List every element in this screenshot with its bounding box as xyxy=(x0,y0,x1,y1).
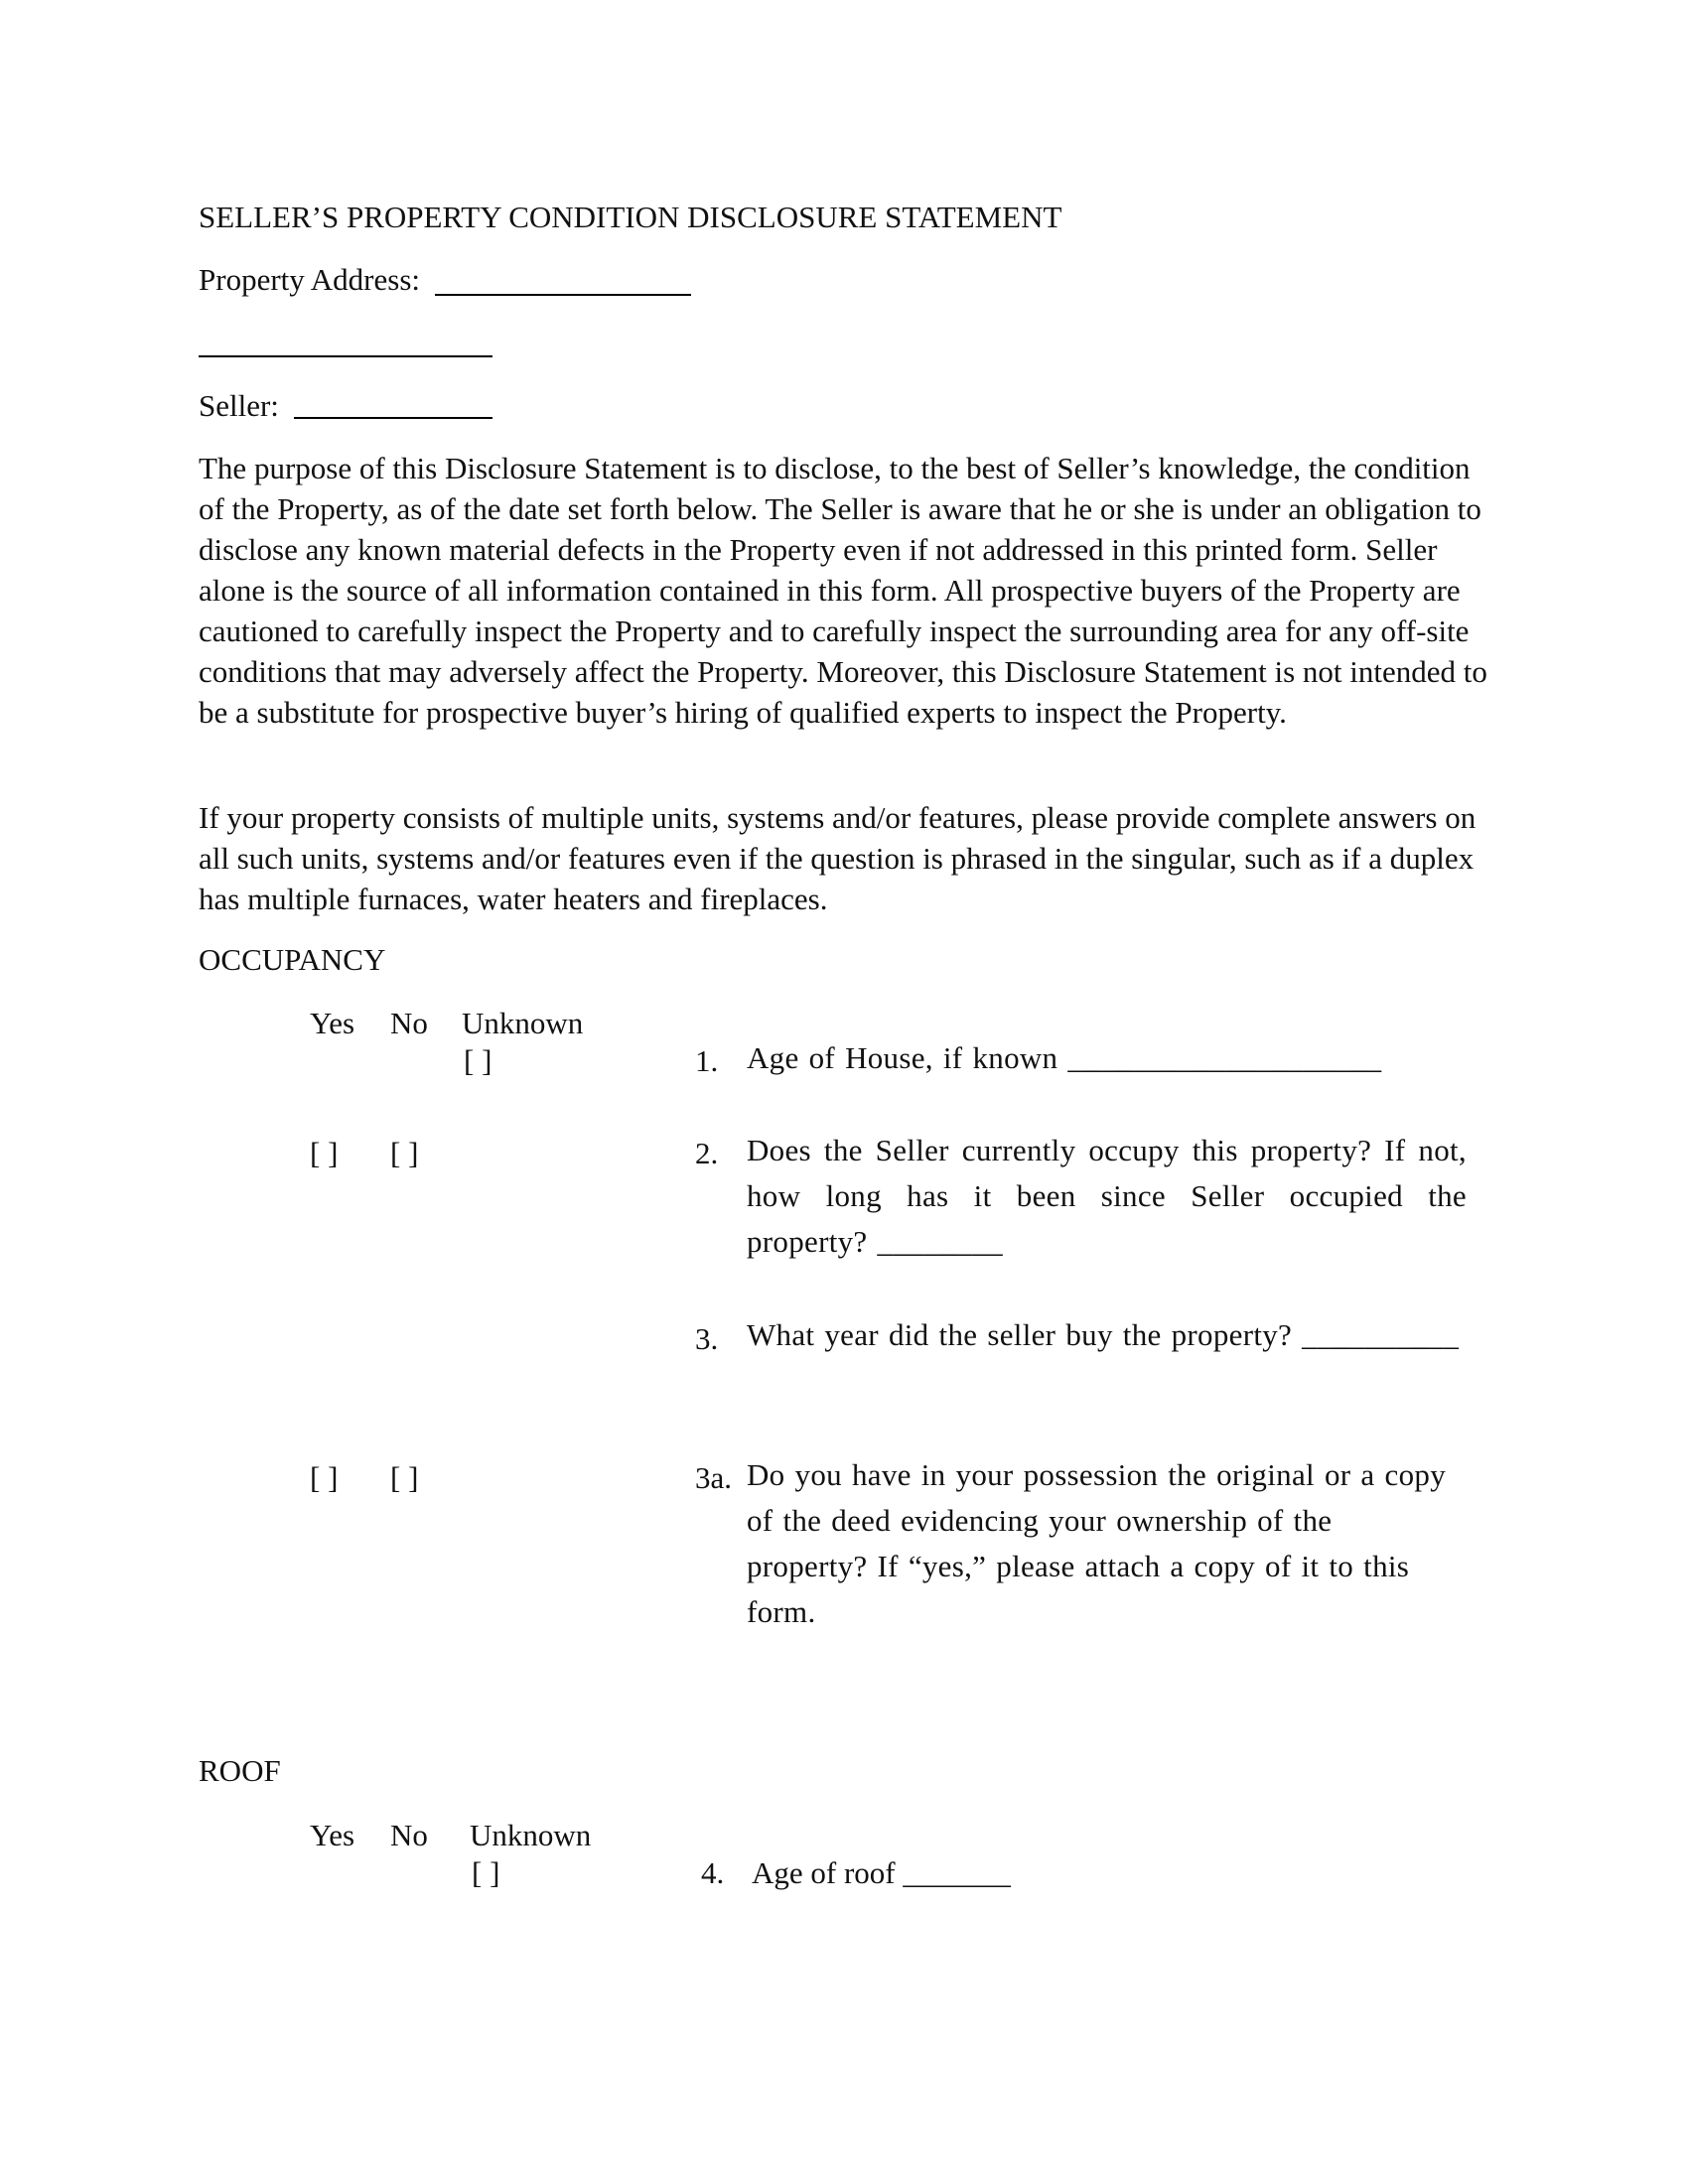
seller-label: Seller: xyxy=(199,388,279,423)
property-address-line-2[interactable] xyxy=(199,355,492,357)
seller-line[interactable] xyxy=(294,417,492,419)
q4-text: Age of roof _______ xyxy=(752,1855,1011,1890)
roof-col-no: No xyxy=(390,1818,428,1852)
q1-number: 1. xyxy=(695,1043,719,1078)
q3a-yes-checkbox[interactable]: [ ] xyxy=(310,1460,339,1495)
q3a-number: 3a. xyxy=(695,1460,733,1495)
roof-col-unknown: Unknown xyxy=(470,1818,592,1852)
q2-number: 2. xyxy=(695,1136,719,1170)
multiple-units-paragraph: If your property consists of multiple units, systems and/or features, please provide complete answers on all such units, systems and/or features even if the question is phrased in the singular, such as if a duplex has multiple furnaces, water heaters and fireplaces. xyxy=(199,800,1477,916)
q4-unknown-checkbox[interactable]: [ ] xyxy=(472,1855,500,1890)
property-address-label: Property Address: xyxy=(199,262,421,297)
q2-text: Does the Seller currently occupy this property? If not, how long has it been since Seller occupied the property? ________ xyxy=(747,1133,1467,1259)
q3-number: 3. xyxy=(695,1321,719,1356)
occupancy-col-no: No xyxy=(390,1006,428,1040)
occupancy-heading: OCCUPANCY xyxy=(199,942,386,977)
occupancy-col-unknown: Unknown xyxy=(462,1006,584,1040)
q2-yes-checkbox[interactable]: [ ] xyxy=(310,1136,339,1170)
roof-heading: ROOF xyxy=(199,1753,281,1788)
occupancy-col-yes: Yes xyxy=(310,1006,355,1040)
document-title: SELLER’S PROPERTY CONDITION DISCLOSURE STATEMENT xyxy=(199,200,1062,234)
q4-number: 4. xyxy=(701,1855,725,1890)
q3a-text: Do you have in your possession the original or a copy of the deed evidencing your ownership of the property? If “yes,” please attach a copy of it to this form. xyxy=(747,1457,1447,1629)
q1-unknown-checkbox[interactable]: [ ] xyxy=(464,1043,492,1078)
q3-text: What year did the seller buy the property? __________ xyxy=(747,1317,1460,1352)
q2-no-checkbox[interactable]: [ ] xyxy=(390,1136,419,1170)
property-address-line[interactable] xyxy=(435,294,691,296)
roof-col-yes: Yes xyxy=(310,1818,355,1852)
purpose-paragraph: The purpose of this Disclosure Statement is to disclose, to the best of Seller’s knowledge, the condition of the Property, as of the date set forth below. The Seller is aware that he or she is under an obligation to disclose any known material defects in the Property even if not addressed in this printed form. Seller alone is the source of all information contained in this form. All prospective buyers of the Property are cautioned to carefully inspect the Property and to carefully inspect the surrounding area for any off-site conditions that may adversely affect the Property. Moreover, this Disclosure Statement is not intended to be a substitute for prospective buyer’s hiring of qualified experts to inspect the Property. xyxy=(199,451,1487,730)
q1-text: Age of House, if known ____________________ xyxy=(747,1040,1382,1075)
q3a-no-checkbox[interactable]: [ ] xyxy=(390,1460,419,1495)
